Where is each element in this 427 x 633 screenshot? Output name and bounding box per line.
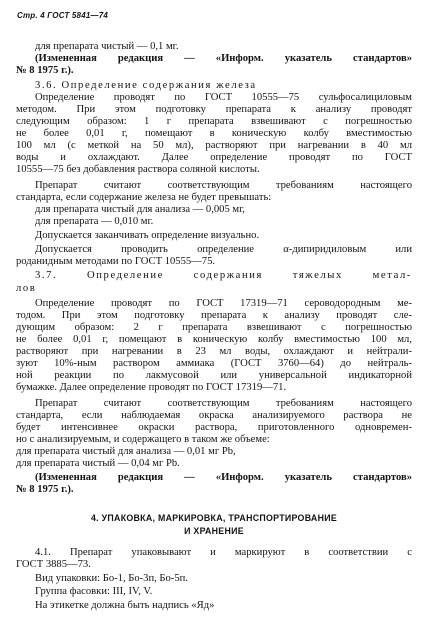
text-line: не более 0,01 г, помещают в коническую колбу вместимостью 100 мл,	[16, 334, 412, 345]
text-line: но с анализируемым, и содержащего в таком же объеме:	[16, 434, 270, 445]
text-line: для препарата — 0,010 мг.	[35, 216, 154, 227]
text-line: Препарат считают соответствующим требованиям настоящего	[35, 398, 412, 409]
running-header: Стр. 4 ГОСТ 5841—74	[17, 11, 108, 20]
text-line: следующим образом: 1 г препарата взвешивают с погрешностью	[16, 116, 412, 127]
text-line: воды и охлаждают. Далее определение проводят по ГОСТ	[16, 152, 412, 163]
text-line: Определение проводят по ГОСТ 10555—75 сульфосалициловым	[35, 92, 412, 103]
text-line: растворяют при нагревании в 23 мл воды, охлаждают и нейтрали-	[16, 346, 412, 357]
text-line: роданидным методами по ГОСТ 10555—75.	[16, 256, 216, 267]
chapter-heading: 4. УПАКОВКА, МАРКИРОВКА, ТРАНСПОРТИРОВАНИЕ	[90, 513, 338, 523]
text-line: 4.1. Препарат упаковывают и маркируют в соответствии с	[35, 547, 412, 558]
text-line: стандарта, если наблюдаемая окраска анализируемого раствора не	[16, 410, 412, 421]
section-heading: 3.6. Определение содержания железа	[35, 80, 257, 91]
text-line: На этикетке должна быть надпись «Яд»	[35, 600, 215, 611]
text-line: для препарата чистый — 0,1 мг.	[35, 41, 179, 52]
text-line: ГОСТ 3885—73.	[16, 559, 91, 570]
text-line: Допускается проводить определение α-дипиридиловым или	[35, 244, 412, 255]
amendment-note: (Измененная редакция — «Информ. указатель стандартов»	[35, 472, 412, 483]
text-line: ной реакции по лакмусовой или универсальной индикаторной	[16, 370, 412, 381]
section-heading: 3.7. Определение содержания тяжелых метал-	[35, 270, 412, 281]
text-line: не более 0,01 г, помещают в коническую колбу вместимостью	[16, 128, 412, 139]
text-line: Вид упаковки: Бо-1, Бо-3п, Бо-5п.	[35, 573, 188, 584]
section-heading: лов	[16, 283, 37, 294]
text-line: Определение проводят по ГОСТ 17319—71 сероводородным ме-	[35, 298, 412, 309]
text-line: методом. При этом подготовку препарата к анализу проводят	[16, 104, 412, 115]
text-line: стандарта, если содержание железа не будет превышать:	[16, 192, 272, 203]
text-line: Допускается заканчивать определение визуально.	[35, 230, 260, 241]
text-line: зуют 10%-ным раствором аммиака (ГОСТ 3760—64) до нейтраль-	[16, 358, 412, 369]
amendment-note: № 8 1975 г.).	[16, 65, 74, 76]
text-line: бумажке. Далее определение проводят по ГОСТ 17319—71.	[16, 382, 287, 393]
text-line: Группа фасовки: III, IV, V.	[35, 586, 153, 597]
amendment-note: (Измененная редакция — «Информ. указатель стандартов»	[35, 53, 412, 64]
text-line: тодом. При этом подготовку препарата к анализу проводят сле-	[16, 310, 412, 321]
text-line: будет интенсивнее окраски раствора, приготовленного одновремен-	[16, 422, 412, 433]
text-line: Препарат считают соответствующим требованиям настоящего	[35, 180, 412, 191]
text-line: для препарата чистый для анализа — 0,005 мг,	[35, 204, 245, 215]
amendment-note: № 8 1975 г.).	[16, 484, 74, 495]
chapter-heading: И ХРАНЕНИЕ	[184, 526, 244, 536]
text-line: 100 мл (с меткой на 50 мл), растворяют при нагревании в 40 мл	[16, 140, 412, 151]
text-line: для препарата чистый — 0,04 мг Pb.	[16, 458, 180, 469]
text-line: 10555—75 без добавления раствора соляной кислоты.	[16, 164, 260, 175]
text-line: для препарата чистый для анализа — 0,01 мг Pb,	[16, 446, 236, 457]
text-line: дующим образом: 2 г препарата взвешивают с погрешностью	[16, 322, 412, 333]
